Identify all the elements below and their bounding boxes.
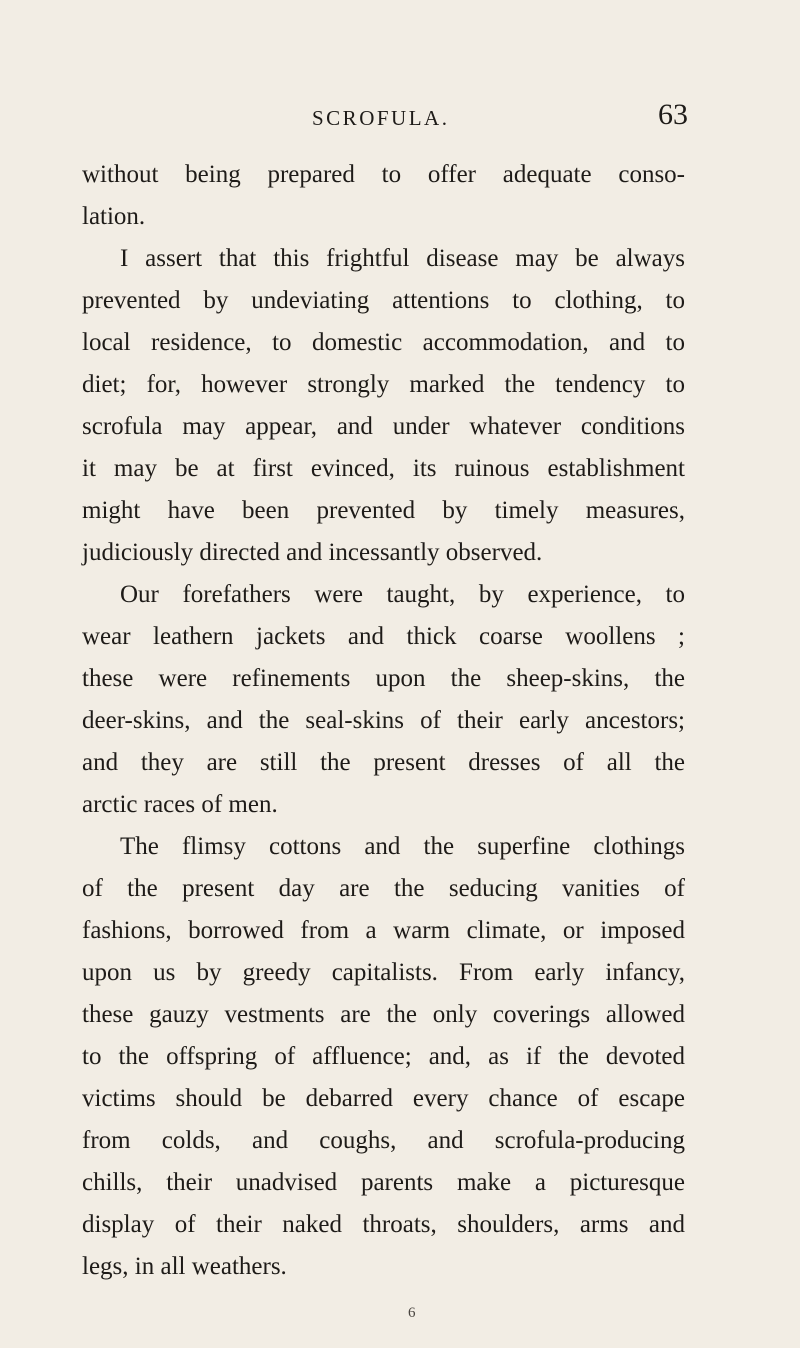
- text-line: legs, in all weathers.: [82, 1253, 287, 1280]
- text-line: of the present day are the seducing vanities of: [82, 875, 685, 902]
- text-line: it may be at first evinced, its ruinous establishment: [82, 455, 685, 482]
- text-line: wear leathern jackets and thick coarse woollens ;: [82, 623, 685, 650]
- text-line: to the offspring of affluence; and, as if the devoted: [82, 1043, 685, 1070]
- text-line: diet; for, however strongly marked the tendency to: [82, 371, 685, 398]
- text-line: these were refinements upon the sheep-skins, the: [82, 665, 685, 692]
- text-line: from colds, and coughs, and scrofula-producing: [82, 1127, 685, 1154]
- text-line: might have been prevented by timely measures,: [82, 497, 685, 524]
- text-line: victims should be debarred every chance of escape: [82, 1085, 685, 1112]
- text-line: scrofula may appear, and under whatever conditions: [82, 413, 685, 440]
- body-text: [82, 154, 685, 1288]
- text-line: fashions, borrowed from a warm climate, or imposed: [82, 917, 685, 944]
- text-line: chills, their unadvised parents make a picturesque: [82, 1169, 685, 1196]
- text-line: deer-skins, and the seal-skins of their early ancestors;: [82, 707, 685, 734]
- text-line: Our forefathers were taught, by experience, to: [120, 581, 685, 608]
- text-line: I assert that this frightful disease may be always: [120, 245, 685, 272]
- text-line: judiciously directed and incessantly observed.: [82, 539, 543, 566]
- text-line: prevented by undeviating attentions to clothing, to: [82, 287, 685, 314]
- text-line: display of their naked throats, shoulders, arms and: [82, 1211, 685, 1238]
- text-line: lation.: [82, 203, 146, 230]
- text-line: local residence, to domestic accommodation, and to: [82, 329, 685, 356]
- signature-mark: 6: [408, 1305, 416, 1321]
- text-line: and they are still the present dresses of all the: [82, 749, 685, 776]
- text-line: without being prepared to offer adequate conso-: [82, 161, 685, 188]
- text-line: these gauzy vestments are the only coverings allowed: [82, 1001, 685, 1028]
- text-line: arctic races of men.: [82, 791, 278, 818]
- page-number: 63: [658, 98, 688, 131]
- running-title: SCROFULA.: [312, 106, 450, 130]
- running-head: [0, 80, 800, 131]
- text-line: upon us by greedy capitalists. From early infancy,: [82, 959, 685, 986]
- text-line: The flimsy cottons and the superfine clothings: [120, 833, 685, 860]
